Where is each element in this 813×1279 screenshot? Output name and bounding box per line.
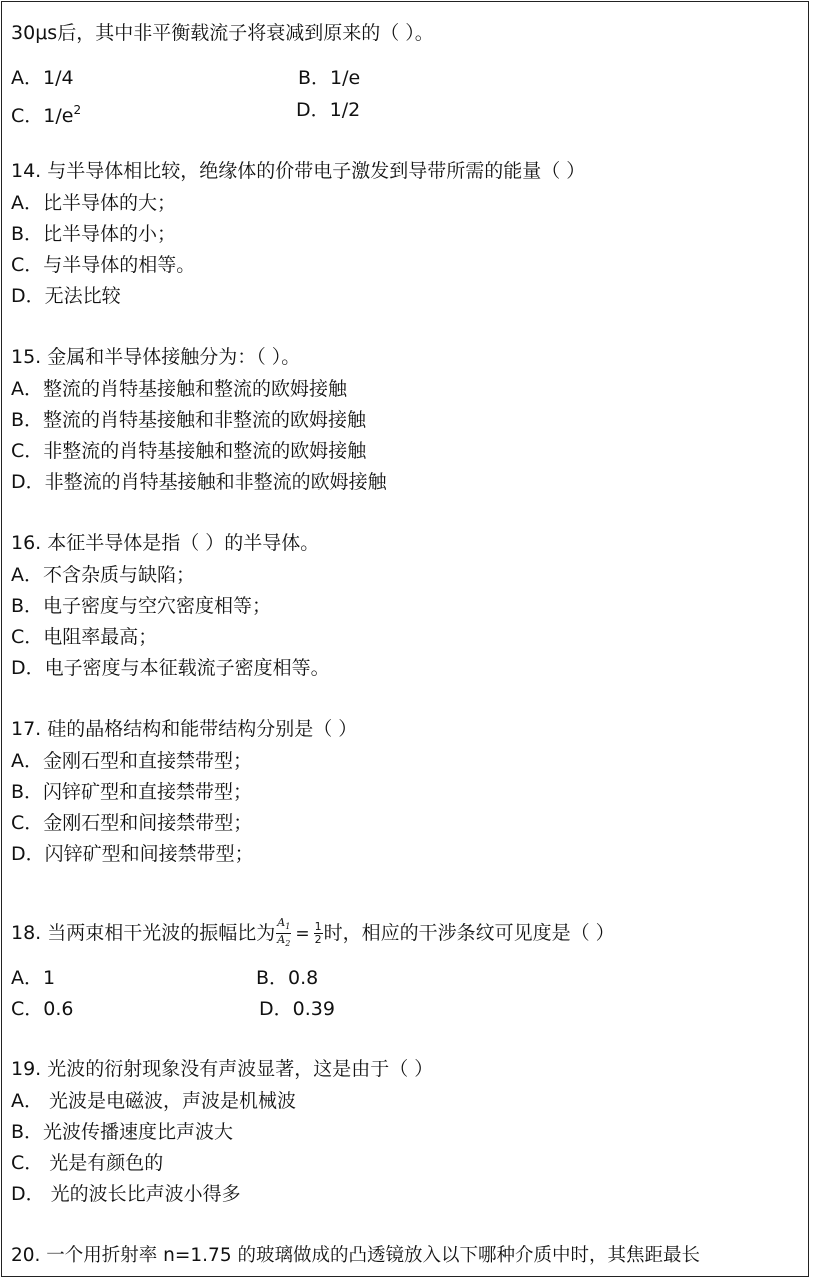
q16-option-d: D．电子密度与本征载流子密度相等。 — [11, 657, 330, 679]
q18-option-a: A．1 — [11, 967, 56, 989]
q19-option-b: B．光波传播速度比声波大 — [11, 1121, 234, 1143]
q13-unit: μs — [35, 22, 58, 44]
q13-option-b: B．1/e — [298, 67, 361, 89]
q13-option-a: A．1/4 — [11, 67, 74, 89]
q13-stem: 30μs后，其中非平衡载流子将衰减到原来的（ ）。 — [11, 22, 434, 44]
q16-option-b: B．电子密度与空穴密度相等； — [11, 595, 272, 617]
q13-option-c: C．$1/e^2$ — [11, 103, 82, 127]
q20-stem: 20. 一个用折射率 n=1.75 的玻璃做成的凸透镜放入以下哪种介质中时，其焦距最长 — [11, 1245, 700, 1266]
q18-stem: 18. 当两束相干光波的振幅比为 $\frac{A_1}{A_2}$ = $\frac{1}{2}$ 时，相应的干涉条纹可见度是（ ） — [11, 916, 615, 949]
q16-option-a: A．不含杂质与缺陷； — [11, 564, 195, 586]
q18-half-fraction: $\frac{1}{2}$ — [314, 920, 322, 947]
q19-option-a: A． 光波是电磁波，声波是机械波 — [11, 1090, 297, 1112]
q18-option-b: B．0.8 — [256, 967, 319, 989]
q13-option-c-exponent: 2 — [73, 103, 82, 117]
q17-option-c: C．金刚石型和间接禁带型； — [11, 812, 253, 834]
q14-option-d: D．无法比较 — [11, 285, 121, 307]
q13-option-d: D．1/2 — [296, 99, 361, 121]
q17-option-a: A．金刚石型和直接禁带型； — [11, 750, 252, 772]
q15-option-b: B．整流的肖特基接触和非整流的欧姆接触 — [11, 409, 367, 431]
q16-stem: 16. 本征半导体是指（ ）的半导体。 — [11, 532, 320, 554]
q19-stem: 19. 光波的衍射现象没有声波显著，这是由于（ ） — [11, 1058, 434, 1080]
q19-option-d: D． 光的波长比声波小得多 — [11, 1183, 241, 1205]
q14-option-b: B．比半导体的小； — [11, 223, 177, 245]
q18-amplitude-ratio-fraction: $\frac{A_1}{A_2}$ — [277, 916, 291, 949]
q15-option-a: A．整流的肖特基接触和整流的欧姆接触 — [11, 378, 347, 400]
q19-option-c: C． 光是有颜色的 — [11, 1152, 164, 1174]
q15-option-c: C．非整流的肖特基接触和整流的欧姆接触 — [11, 440, 367, 462]
q16-option-c: C．电阻率最高； — [11, 626, 158, 648]
q18-option-c: C．0.6 — [11, 998, 74, 1020]
q14-option-a: A．比半导体的大； — [11, 192, 176, 214]
q15-stem: 15. 金属和半导体接触分为：（ ）。 — [11, 346, 301, 368]
q14-stem: 14. 与半导体相比较，绝缘体的价带电子激发到导带所需的能量（ ） — [11, 160, 586, 182]
q17-stem: 17. 硅的晶格结构和能带结构分别是（ ） — [11, 718, 358, 740]
q17-option-b: B．闪锌矿型和直接禁带型； — [11, 781, 253, 803]
q17-option-d: D．闪锌矿型和间接禁带型； — [11, 843, 254, 865]
q15-option-d: D．非整流的肖特基接触和非整流的欧姆接触 — [11, 471, 387, 493]
q18-equals-sign: = — [295, 924, 310, 945]
q14-option-c: C．与半导体的相等。 — [11, 254, 196, 276]
q18-option-d: D．0.39 — [259, 998, 335, 1020]
